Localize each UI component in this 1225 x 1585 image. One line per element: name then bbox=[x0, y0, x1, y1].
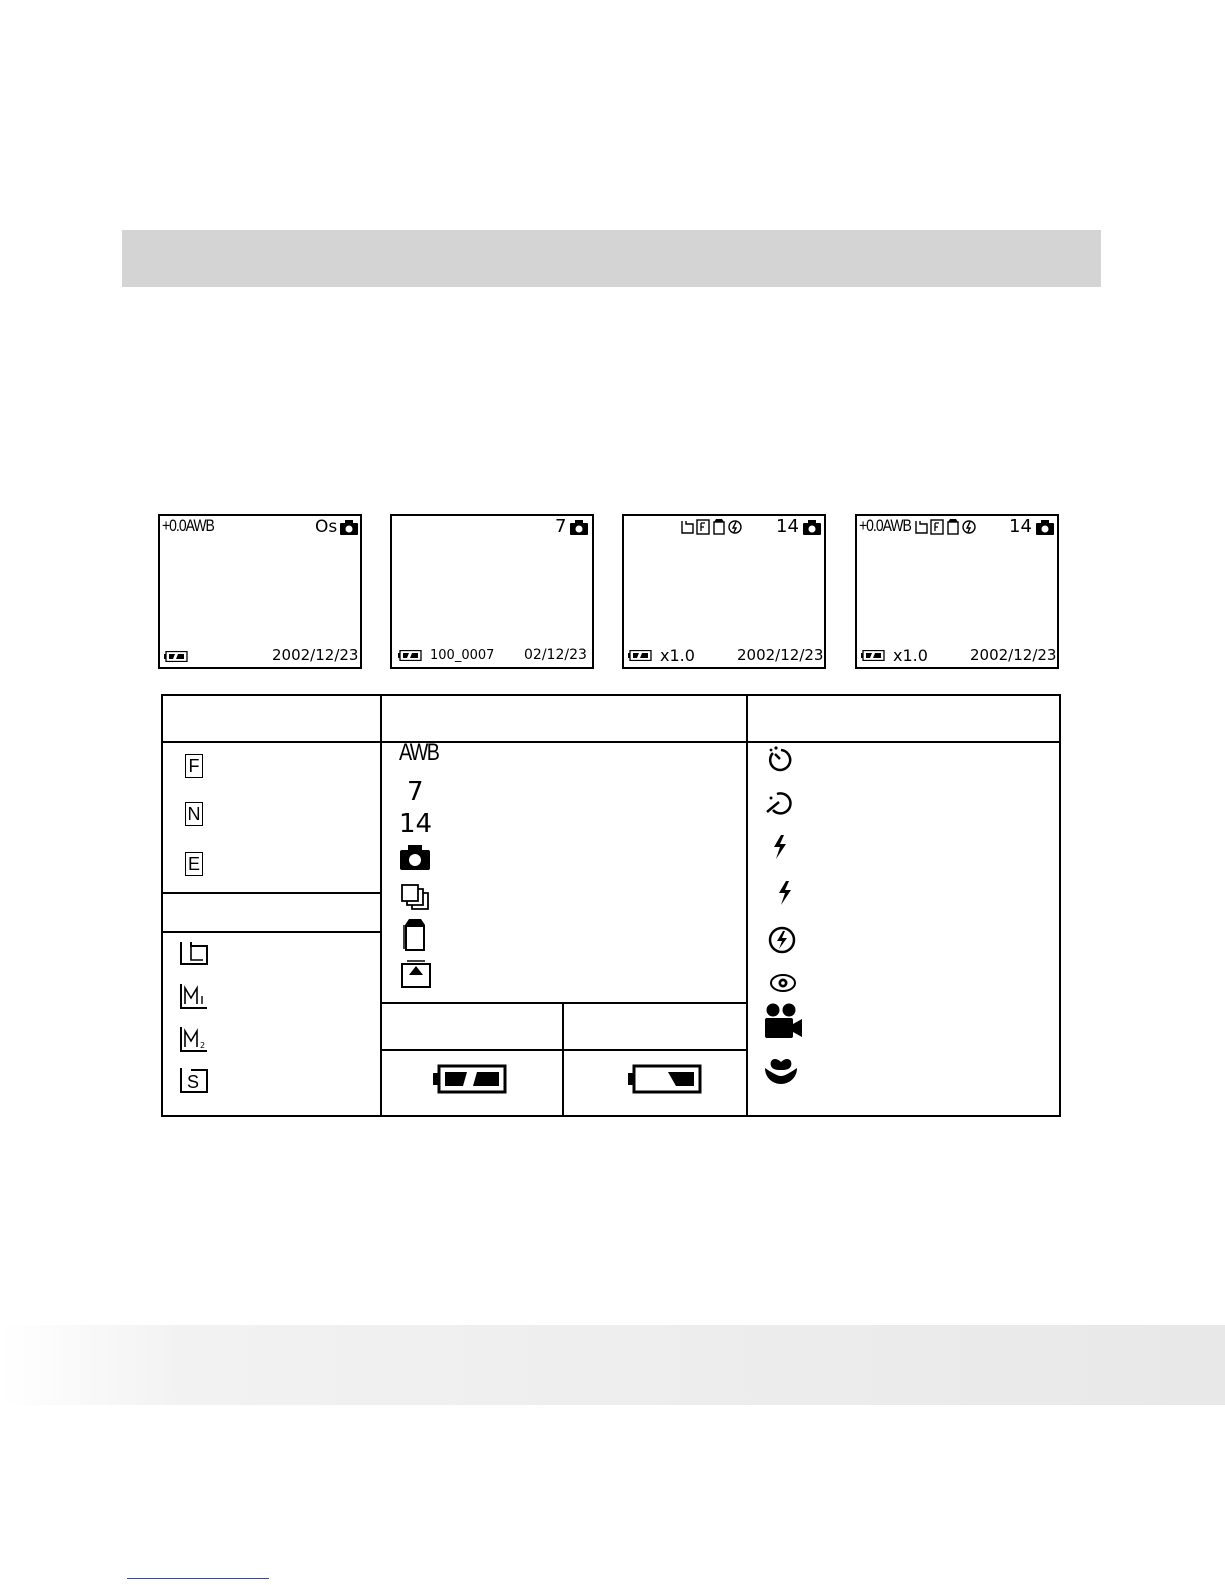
row-divider bbox=[163, 931, 380, 933]
continuous-shot-icon bbox=[401, 884, 429, 910]
remote-timer-icon bbox=[765, 790, 795, 818]
size-large-icon bbox=[179, 940, 209, 966]
exposure-wb-readout: +0.0AWB bbox=[859, 516, 911, 535]
footer-band bbox=[0, 1325, 1225, 1405]
row-divider bbox=[380, 1002, 746, 1004]
date-readout: 2002/12/23 bbox=[970, 646, 1057, 664]
zoom-readout: x1.0 bbox=[893, 646, 928, 665]
frame-count-readout: 14 bbox=[1009, 516, 1032, 537]
frame-count-readout: 7 bbox=[555, 516, 567, 537]
self-timer-icon bbox=[765, 744, 795, 774]
file-number-readout: 100_0007 bbox=[430, 648, 495, 663]
date-readout: 02/12/23 bbox=[524, 647, 587, 663]
awb-label: AWB bbox=[399, 739, 439, 766]
row-divider bbox=[163, 892, 380, 894]
status-icons bbox=[680, 519, 742, 535]
memory-card-icon bbox=[946, 519, 960, 535]
battery-full-icon bbox=[861, 650, 885, 661]
frame-count-7: 7 bbox=[407, 777, 424, 807]
memory-card-icon bbox=[712, 519, 726, 535]
zoom-readout: x1.0 bbox=[660, 646, 695, 665]
camera-icon bbox=[1036, 520, 1054, 535]
quality-fine-icon bbox=[696, 519, 710, 535]
quality-economy-icon: E bbox=[185, 852, 203, 876]
header-divider bbox=[163, 741, 1059, 743]
flash-off-icon bbox=[962, 519, 976, 535]
frame-count-14: 14 bbox=[399, 809, 433, 839]
date-readout: 2002/12/23 bbox=[737, 646, 824, 664]
flash-on-icon bbox=[776, 880, 794, 906]
status-icons bbox=[914, 519, 976, 535]
battery-full-icon bbox=[628, 650, 652, 661]
red-eye-icon bbox=[769, 973, 797, 993]
footer-link-underline bbox=[127, 1578, 269, 1579]
macro-icon bbox=[763, 1056, 799, 1086]
quality-normal-icon: N bbox=[185, 802, 203, 826]
shutter-readout: Os bbox=[315, 517, 338, 537]
icon-legend-table bbox=[161, 694, 1061, 1117]
battery-low-icon bbox=[628, 1064, 702, 1094]
frame-count-readout: 14 bbox=[776, 516, 799, 537]
quality-fine-icon: F bbox=[185, 754, 203, 778]
memory-card-icon bbox=[403, 919, 429, 951]
column-divider bbox=[746, 696, 748, 1115]
size-small-icon bbox=[179, 1066, 209, 1094]
lcd-screen-3 bbox=[622, 514, 826, 669]
lcd-screen-1 bbox=[158, 514, 362, 669]
battery-full-icon bbox=[433, 1064, 507, 1094]
video-camera-icon bbox=[763, 1002, 803, 1042]
camera-icon bbox=[340, 520, 358, 535]
header-band bbox=[122, 230, 1101, 287]
camera-icon bbox=[570, 520, 588, 535]
quality-fine-icon bbox=[930, 519, 944, 535]
battery-full-icon bbox=[164, 651, 188, 662]
size-medium-2-icon bbox=[179, 1025, 209, 1053]
svg-text:2: 2 bbox=[200, 1041, 206, 1050]
battery-full-icon bbox=[398, 650, 422, 661]
column-divider bbox=[380, 696, 382, 1115]
internal-memory-icon bbox=[401, 960, 431, 988]
exposure-wb-readout: +0.0AWB bbox=[162, 516, 214, 535]
row-divider bbox=[380, 1049, 746, 1051]
flash-off-icon bbox=[728, 519, 742, 535]
lcd-screen-4 bbox=[855, 514, 1059, 669]
flash-auto-icon bbox=[771, 834, 789, 860]
camera-icon bbox=[803, 520, 821, 535]
flash-off-icon bbox=[767, 926, 797, 954]
lcd-screen-2 bbox=[390, 514, 594, 669]
date-readout: 2002/12/23 bbox=[272, 646, 359, 664]
camera-icon bbox=[400, 845, 430, 870]
size-large-icon bbox=[680, 519, 694, 535]
size-large-icon bbox=[914, 519, 928, 535]
size-medium-1-icon bbox=[179, 982, 209, 1010]
svg-text:S: S bbox=[187, 1072, 200, 1092]
column-divider bbox=[562, 1002, 564, 1115]
